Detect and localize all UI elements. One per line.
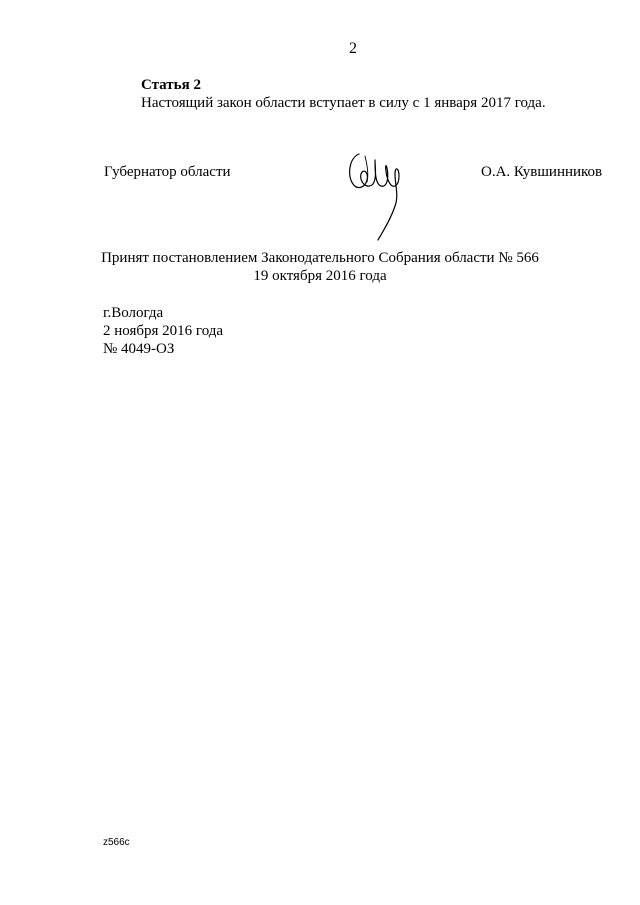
adoption-date: 19 октября 2016 года	[253, 268, 387, 284]
document-code: z566c	[103, 837, 130, 848]
handwritten-signature	[345, 144, 415, 244]
issuance-date: 2 ноября 2016 года	[103, 323, 224, 339]
law-number: № 4049-ОЗ	[103, 341, 175, 357]
page-number: 2	[349, 40, 357, 57]
article-title: Статья 2	[141, 77, 201, 93]
article-text: Настоящий закон области вступает в силу с 1 января 2017 года.	[141, 95, 546, 111]
governor-title: Губернатор области	[104, 164, 231, 180]
adoption-statement: Принят постановлением Законодательного Собрания области № 566	[101, 250, 539, 266]
governor-name: О.А. Кувшинников	[481, 164, 603, 180]
issuance-city: г.Вологда	[103, 305, 164, 321]
